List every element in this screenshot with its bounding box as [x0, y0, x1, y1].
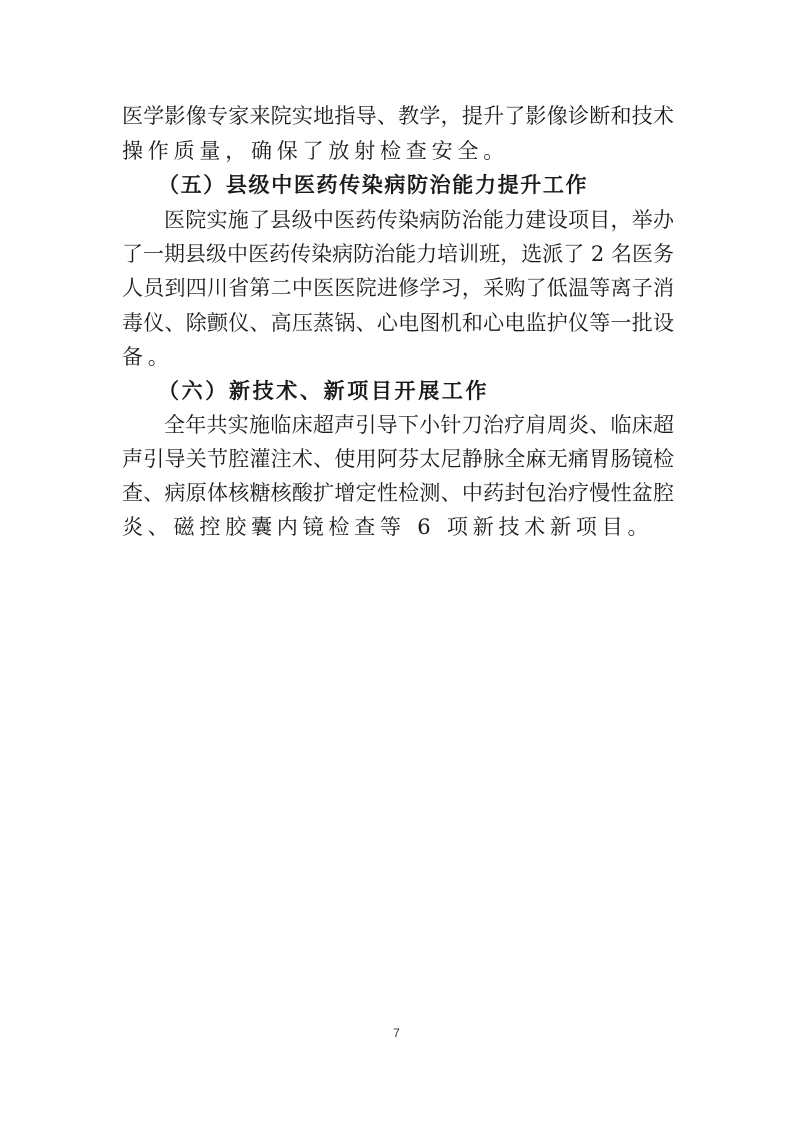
paragraph-line: 操作质量，确保了放射检查安全。 [122, 139, 509, 163]
paragraph-line: 炎、磁控胶囊内镜检查等 6 项新技术新项目。 [122, 515, 654, 539]
paragraph-line: 全年共实施临床超声引导下小针刀治疗肩周炎、临床超 [164, 413, 674, 437]
page-number: 7 [393, 1026, 400, 1040]
paragraph-line: 查、病原体核糖核酸扩增定性检测、中药封包治疗慢性盆腔 [122, 481, 674, 505]
paragraph-line: 医学影像专家来院实地指导、教学，提升了影像诊断和技术 [122, 104, 674, 128]
paragraph-line: 毒仪、除颤仪、高压蒸锅、心电图机和心电监护仪等一批设 [122, 311, 674, 335]
paragraph-line: 了一期县级中医药传染病防治能力培训班，选派了 2 名医务 [122, 242, 674, 266]
section-heading-6: （六）新技术、新项目开展工作 [158, 378, 488, 403]
paragraph-line: 声引导关节腔灌注术、使用阿芬太尼静脉全麻无痛胃肠镜检 [122, 447, 674, 471]
paragraph-line: 医院实施了县级中医药传染病防治能力建设项目，举办 [164, 208, 674, 232]
section-heading-5: （五）县级中医药传染病防治能力提升工作 [158, 172, 588, 197]
paragraph-line: 备。 [122, 345, 174, 369]
paragraph-line: 人员到四川省第二中医医院进修学习，采购了低温等离子消 [122, 276, 674, 300]
